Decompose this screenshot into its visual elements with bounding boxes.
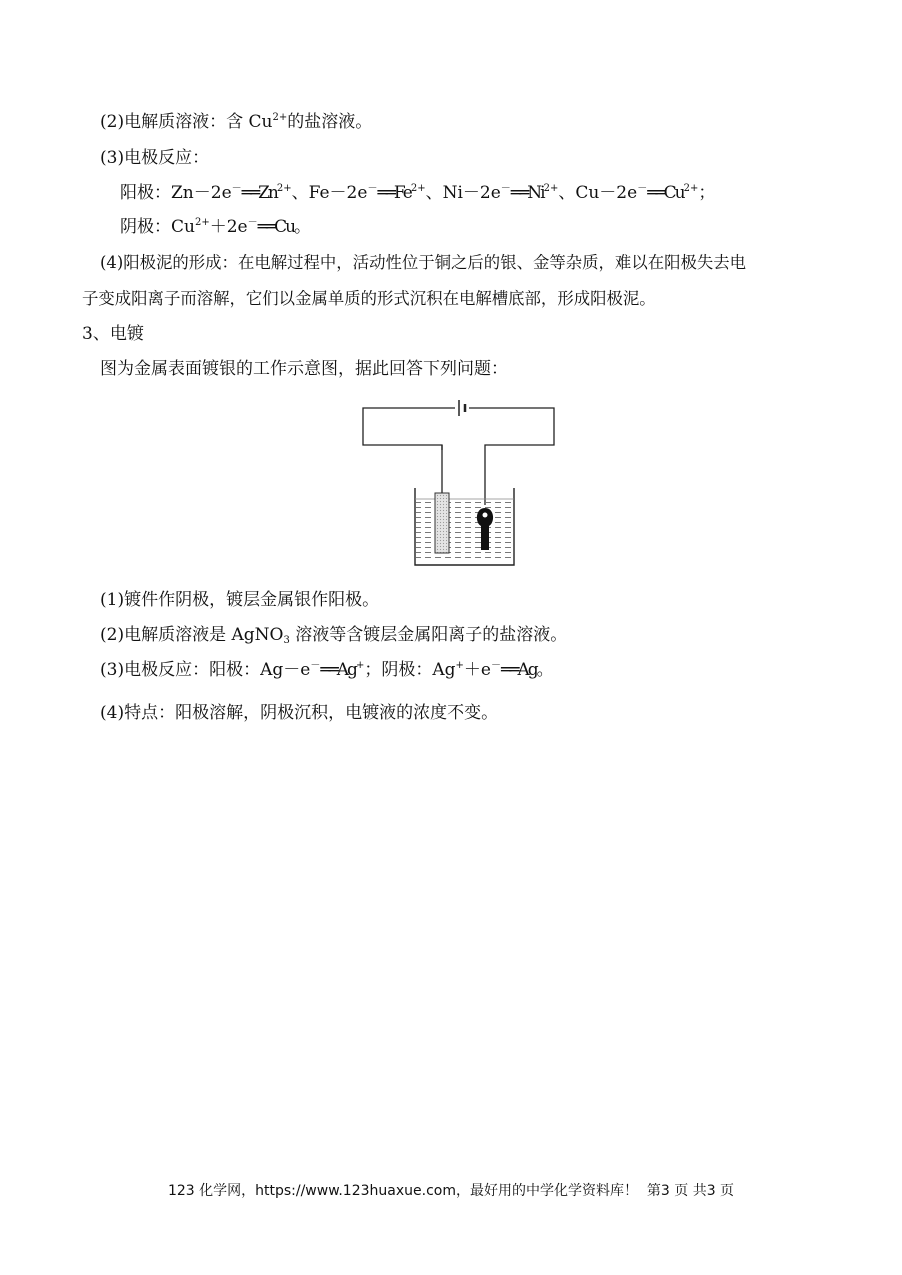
section-heading-electroplating: 3、电镀 (82, 324, 144, 344)
footer-site-text: 123 化学网，https://www.123huaxue.com，最好用的中学化学资料库！ (167, 1183, 638, 1199)
silver-anode-plate (435, 493, 449, 553)
plating-item-4: (4)特点：阳极溶解，阴极沉积，电镀液的浓度不变。 (100, 703, 499, 723)
footer-page-info: 第3 页 共3 页 (646, 1183, 735, 1199)
figure-intro: 图为金属表面镀银的工作示意图，据此回答下列问题： (100, 359, 508, 379)
plating-item-3: (3)电极反应：阳极：Ag－e－══Ag+；阴极：Ag+＋e－══Ag。 (100, 660, 552, 680)
plating-item-2: (2)电解质溶液是 AgNO$_3$ 溶液等含镀层金属阳离子的盐溶液。 (100, 625, 568, 646)
anode-mud-line-2: 子变成阳离子而溶解，它们以金属单质的形式沉积在电解槽底部，形成阳极泥。 (82, 289, 656, 308)
anode-mud-line-1: (4)阳极泥的形成：在电解过程中，活动性位于铜之后的银、金等杂质，难以在阳极失去电 (100, 253, 747, 272)
plating-item-1: (1)镀件作阴极，镀层金属银作阳极。 (100, 590, 380, 610)
anode-reaction-line: 阳极：$Zn-2e^-══Zn^{2+}$、$Fe-2e^-══Fe^{2+}$、$Ni-2e^-══Ni^{2+}$、$Cu-2e^-══Cu^{2+}$； (120, 183, 716, 203)
electroplating-diagram (355, 395, 565, 575)
circuit-wire (363, 408, 455, 450)
electrode-reaction-heading: (3)电极反应： (100, 148, 210, 168)
electrolyte-solution (416, 499, 513, 561)
cathode-reaction-line: 阴极：$Cu^{2+}+2e^-══Cu$。 (120, 217, 310, 237)
circuit-wire-right (469, 408, 554, 505)
page-footer (0, 1180, 902, 1200)
electrolyte-item: (2)电解质溶液：含 $Cu^{2+}$的盐溶液。 (100, 112, 373, 132)
